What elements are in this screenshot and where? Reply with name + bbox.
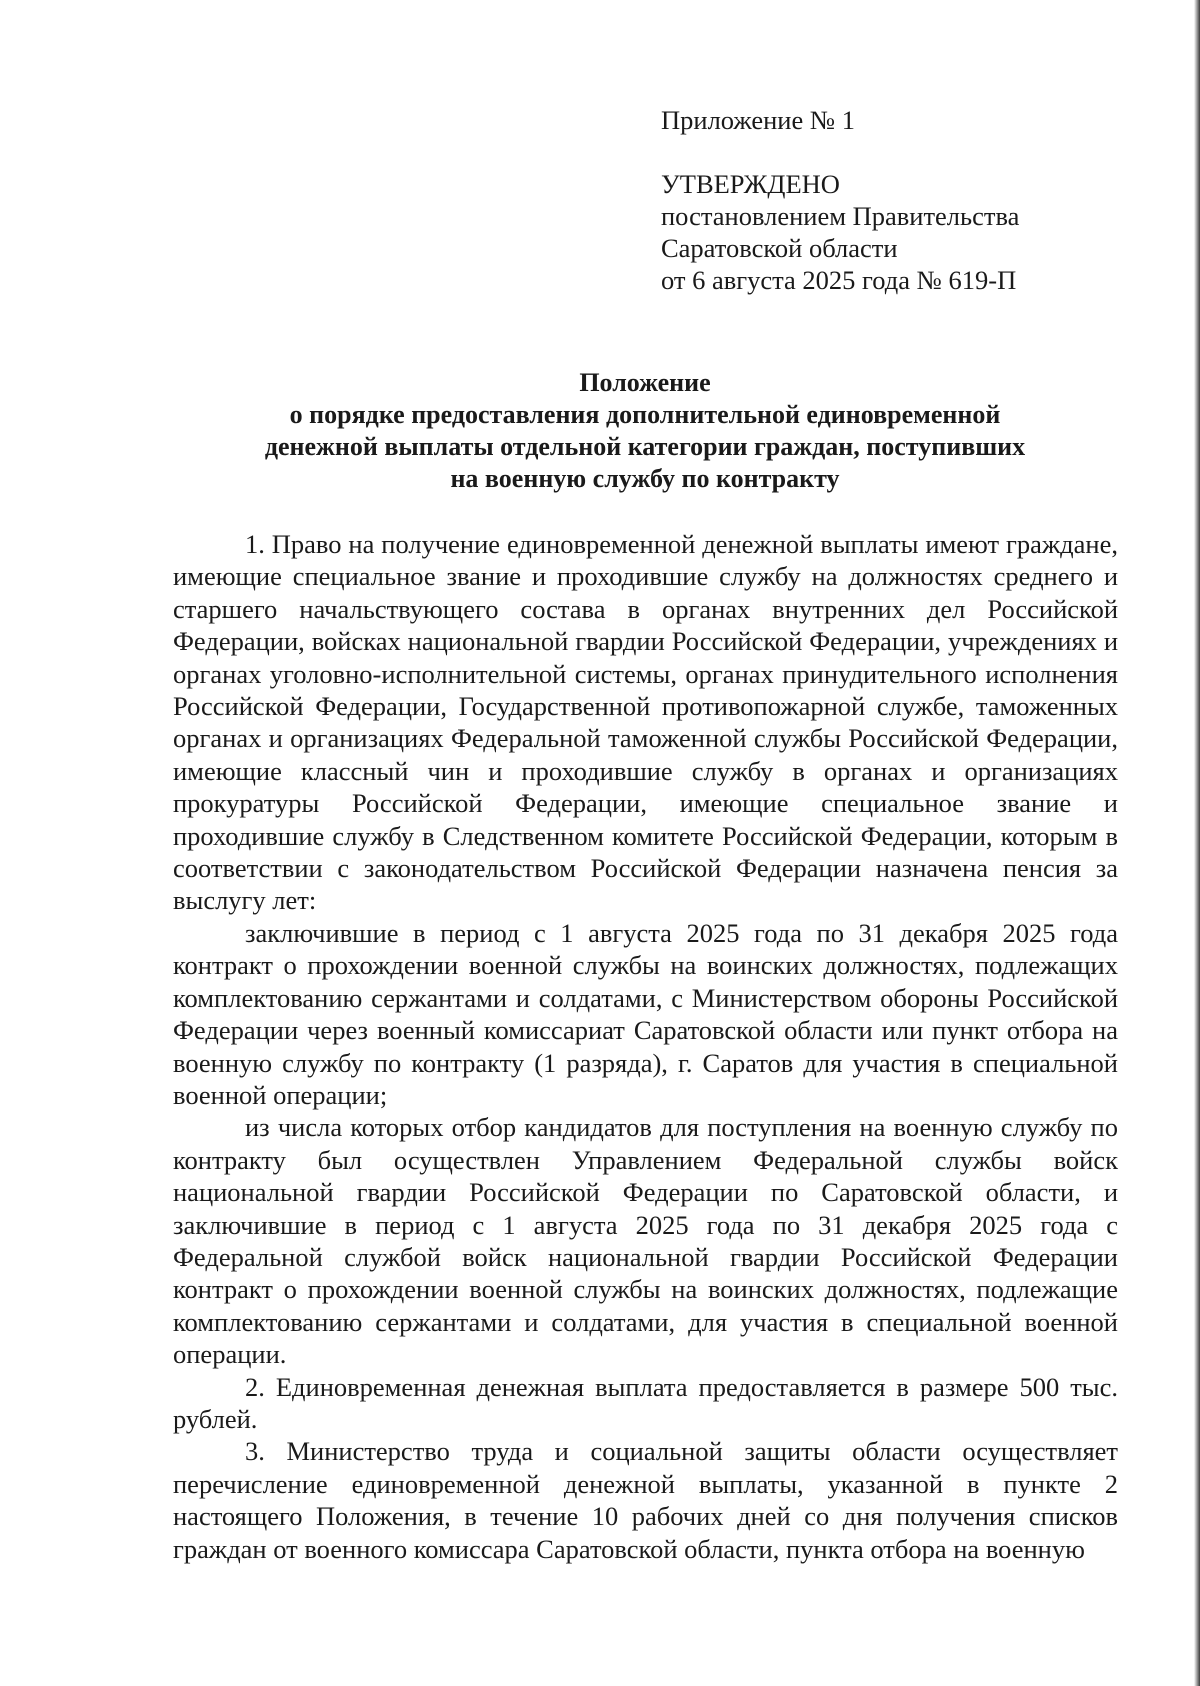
- title-line-3: денежной выплаты отдельной категории граждан, поступивших: [264, 432, 1026, 461]
- appendix-label: Приложение № 1: [661, 105, 856, 135]
- title-line-2: о порядке предоставления дополнительной единовременной: [289, 400, 1001, 429]
- approval-block: [661, 104, 1131, 296]
- approved-label: УТВЕРЖДЕНО: [661, 169, 840, 199]
- document-body: [173, 528, 1118, 1565]
- approved-region-line: Саратовской области: [661, 233, 898, 263]
- approved-by-line: постановлением Правительства: [661, 201, 1020, 231]
- title-line-4: на военную службу по контракту: [450, 464, 840, 493]
- paragraph-3: 3. Министерство труда и социальной защиты области осуществляет перечисление единовременной денежной выплаты, указанной в пункте 2 настоящего Положения, в течение 10 рабочих дней со дня получения списков граждан от военного комиссара Саратовской области, пункта отбора на военную: [173, 1436, 1118, 1564]
- paragraph-1: 1. Право на получение единовременной денежной выплаты имеют граждане, имеющие специальное звание и проходившие службу на должностях среднего и старшего начальствующего состава в органах внутренних дел Российской Федерации, войсках национальной гвардии Российской Федерации, учреждениях и органах уголовно-исполнительной системы, органах принудительного исполнения Российской Федерации, Государственной противопожарной службе, таможенных органах и организациях Федеральной таможенной службы Российской Федерации, имеющие классный чин и проходившие службу в органах и организациях прокуратуры Российской Федерации, имеющие специальное звание и проходившие службу в Следственном комитете Российской Федерации, которым в соответствии с законодательством Российской Федерации назначена пенсия за выслугу лет:: [173, 529, 1118, 916]
- scan-edge: [1194, 0, 1200, 1686]
- paragraph-1-subitem-1: заключившие в период с 1 августа 2025 года по 31 декабря 2025 года контракт о прохождении военной службы на воинских должностях, подлежащих комплектованию сержантами и солдатами, с Министерством обороны Российской Федерации через военный комиссариат Саратовской области или пункт отбора на военную службу по контракту (1 разряда), г. Саратов для участия в специальной военной операции;: [173, 917, 1118, 1110]
- paragraph-1-subitem-2: из числа которых отбор кандидатов для поступления на военную службу по контракту был осуществлен Управлением Федеральной службы войск национальной гвардии Российской Федерации по Саратовской области, и заключившие в период с 1 августа 2025 года по 31 декабря 2025 года с Федеральной службой войск национальной гвардии Российской Федерации контракт о прохождении военной службы на воинских должностях, подлежащие комплектованию сержантами и солдатами, для участия в специальной военной операции.: [173, 1112, 1118, 1370]
- approved-date-line: от 6 августа 2025 года № 619-П: [661, 265, 1017, 295]
- paragraph-2: 2. Единовременная денежная выплата предоставляется в размере 500 тыс. рублей.: [173, 1371, 1118, 1434]
- document-title: [170, 367, 1120, 495]
- title-line-1: Положение: [579, 368, 711, 397]
